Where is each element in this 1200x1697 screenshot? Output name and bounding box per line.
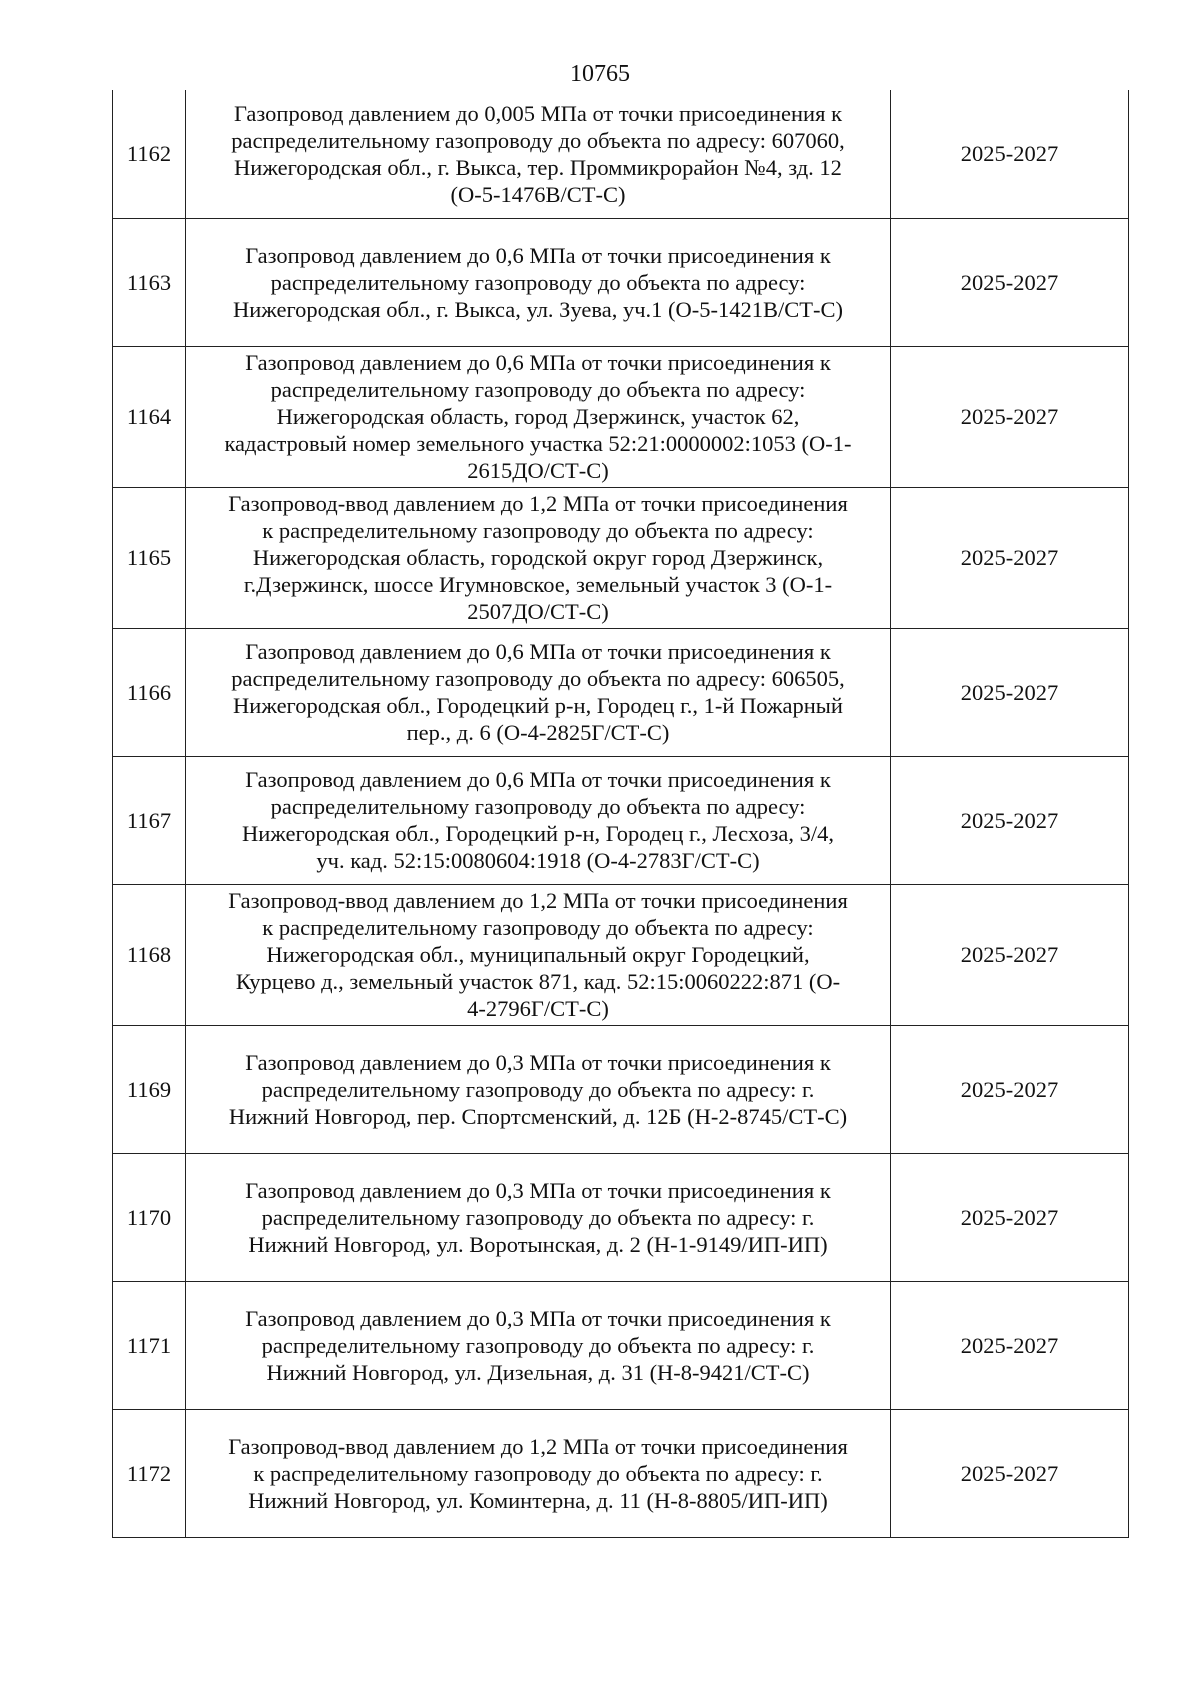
table-row xyxy=(113,1281,1129,1409)
row-number: 1167 xyxy=(113,756,186,884)
construction-period: 2025-2027 xyxy=(891,1281,1129,1409)
row-number: 1168 xyxy=(113,884,186,1025)
object-description: Газопровод давлением до 0,6 МПа от точки присоединения к распределительному газопроводу до объекта по адресу: 606505, Нижегородская обл., Городецкий р-н, Городец г., 1-й Пожарный пер., д. 6 (О-4-2825Г/СТ-С) xyxy=(186,628,891,756)
row-number: 1165 xyxy=(113,487,186,628)
table-row xyxy=(113,756,1129,884)
table-row xyxy=(113,1409,1129,1537)
table-row xyxy=(113,487,1129,628)
table-row xyxy=(113,1025,1129,1153)
page-number: 10765 xyxy=(570,61,630,87)
object-description: Газопровод давлением до 0,3 МПа от точки присоединения к распределительному газопроводу до объекта по адресу: г. Нижний Новгород, ул. Дизельная, д. 31 (Н-8-9421/СТ-С) xyxy=(186,1281,891,1409)
construction-period: 2025-2027 xyxy=(891,218,1129,346)
row-number: 1162 xyxy=(113,90,186,218)
object-description: Газопровод-ввод давлением до 1,2 МПа от точки присоединения к распределительному газопроводу до объекта по адресу: Нижегородская область, городской округ город Дзержинск, г.Дзержинск, шоссе Игумновское, земельный участок 3 (О-1- 2507ДО/СТ-С) xyxy=(186,487,891,628)
row-number: 1170 xyxy=(113,1153,186,1281)
table-row xyxy=(113,884,1129,1025)
table-row xyxy=(113,346,1129,487)
row-number: 1172 xyxy=(113,1409,186,1537)
construction-period: 2025-2027 xyxy=(891,1153,1129,1281)
row-number: 1169 xyxy=(113,1025,186,1153)
construction-period: 2025-2027 xyxy=(891,346,1129,487)
object-description: Газопровод давлением до 0,3 МПа от точки присоединения к распределительному газопроводу до объекта по адресу: г. Нижний Новгород, пер. Спортсменский, д. 12Б (Н-2-8745/СТ-С) xyxy=(186,1025,891,1153)
construction-period: 2025-2027 xyxy=(891,628,1129,756)
object-description: Газопровод давлением до 0,6 МПа от точки присоединения к распределительному газопроводу до объекта по адресу: Нижегородская область, город Дзержинск, участок 62, кадастровый номер земельного участка 52:21:0000002:1053 (О-1- 2615ДО/СТ-С) xyxy=(186,346,891,487)
object-description: Газопровод давлением до 0,005 МПа от точки присоединения к распределительному газопроводу до объекта по адресу: 607060, Нижегородская обл., г. Выкса, тер. Проммикрорайон №4, зд. 12 (О-5-1476В/СТ-С) xyxy=(186,90,891,218)
table-row xyxy=(113,218,1129,346)
row-number: 1164 xyxy=(113,346,186,487)
table-row xyxy=(113,90,1129,218)
table-row xyxy=(113,1153,1129,1281)
row-number: 1163 xyxy=(113,218,186,346)
construction-period: 2025-2027 xyxy=(891,884,1129,1025)
construction-period: 2025-2027 xyxy=(891,1409,1129,1537)
object-description: Газопровод давлением до 0,3 МПа от точки присоединения к распределительному газопроводу до объекта по адресу: г. Нижний Новгород, ул. Воротынская, д. 2 (Н-1-9149/ИП-ИП) xyxy=(186,1153,891,1281)
object-description: Газопровод-ввод давлением до 1,2 МПа от точки присоединения к распределительному газопроводу до объекта по адресу: Нижегородская обл., муниципальный округ Городецкий, Курцево д., земельный участок 871, кад. 52:15:0060222:871 (О- 4-2796Г/СТ-С) xyxy=(186,884,891,1025)
construction-period: 2025-2027 xyxy=(891,487,1129,628)
object-description: Газопровод давлением до 0,6 МПа от точки присоединения к распределительному газопроводу до объекта по адресу: Нижегородская обл., г. Выкса, ул. Зуева, уч.1 (О-5-1421В/СТ-С) xyxy=(186,218,891,346)
row-number: 1166 xyxy=(113,628,186,756)
construction-period: 2025-2027 xyxy=(891,1025,1129,1153)
row-number: 1171 xyxy=(113,1281,186,1409)
object-description: Газопровод-ввод давлением до 1,2 МПа от точки присоединения к распределительному газопроводу до объекта по адресу: г. Нижний Новгород, ул. Коминтерна, д. 11 (Н-8-8805/ИП-ИП) xyxy=(186,1409,891,1537)
gas-pipeline-table xyxy=(112,90,1129,1538)
table-row xyxy=(113,628,1129,756)
object-description: Газопровод давлением до 0,6 МПа от точки присоединения к распределительному газопроводу до объекта по адресу: Нижегородская обл., Городецкий р-н, Городец г., Лесхоза, 3/4, уч. кад. 52:15:0080604:1918 (О-4-2783Г/СТ-С) xyxy=(186,756,891,884)
construction-period: 2025-2027 xyxy=(891,756,1129,884)
construction-period: 2025-2027 xyxy=(891,90,1129,218)
